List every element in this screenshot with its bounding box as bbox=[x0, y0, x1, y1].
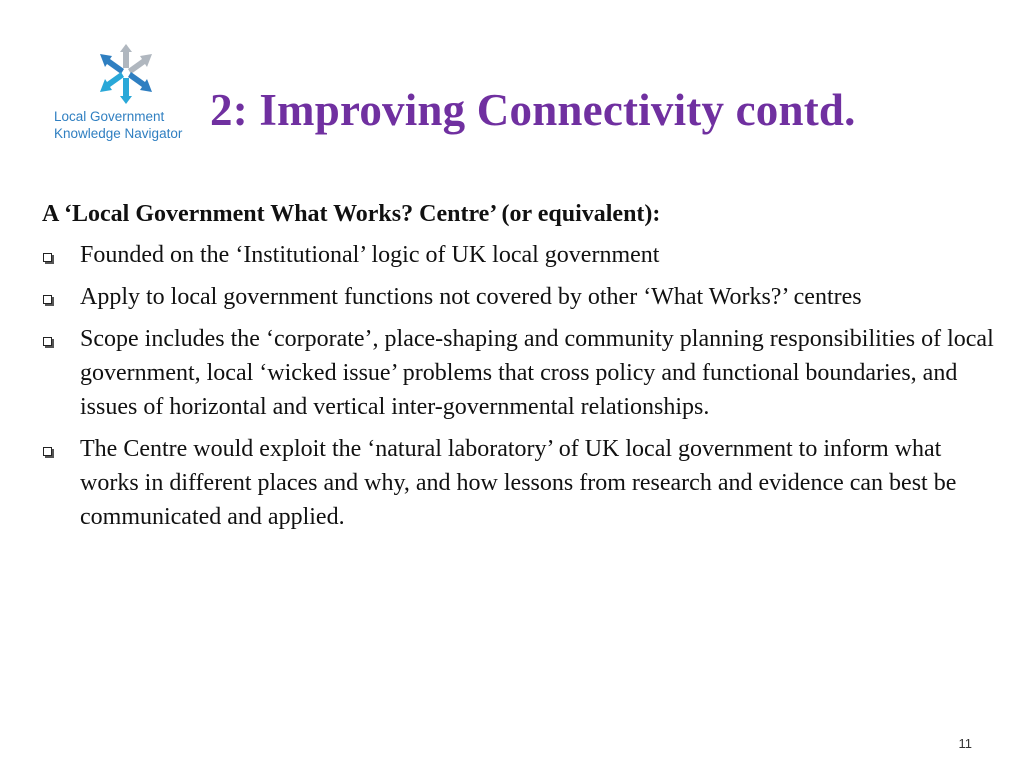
square-bullet-icon bbox=[43, 337, 52, 346]
square-bullet-icon bbox=[43, 295, 52, 304]
bullet-list bbox=[42, 238, 1002, 534]
lead-heading: A ‘Local Government What Works? Centre’ (or equivalent): bbox=[42, 201, 661, 227]
list-item bbox=[42, 432, 1002, 534]
square-bullet-icon bbox=[43, 447, 52, 456]
list-item bbox=[42, 280, 1002, 314]
logo-line-1: Local Government bbox=[54, 109, 165, 124]
slide-title: 2: Improving Connectivity contd. bbox=[210, 85, 856, 135]
bullet-text: The Centre would exploit the ‘natural laboratory’ of UK local government to inform what works in different places and why, and how lessons from research and evidence can best be communicated and applied. bbox=[80, 436, 957, 530]
bullet-text: Scope includes the ‘corporate’, place-shaping and community planning responsibilities of local government, local ‘wicked issue’ problems that cross policy and functional boundaries, and issues of horizontal and vertical inter-governmental relationships. bbox=[80, 326, 994, 420]
lgkn-logo bbox=[50, 40, 202, 148]
logo-line-2: Knowledge Navigator bbox=[54, 126, 183, 141]
bullet-text: Apply to local government functions not covered by other ‘What Works?’ centres bbox=[80, 284, 862, 310]
list-item bbox=[42, 238, 1002, 272]
page-number: 11 bbox=[958, 736, 972, 751]
slide-body bbox=[42, 198, 1002, 542]
logo-text bbox=[54, 108, 204, 142]
bullet-text: Founded on the ‘Institutional’ logic of UK local government bbox=[80, 242, 660, 268]
snowflake-logo-icon bbox=[96, 42, 156, 106]
list-item bbox=[42, 322, 1002, 424]
square-bullet-icon bbox=[43, 253, 52, 262]
